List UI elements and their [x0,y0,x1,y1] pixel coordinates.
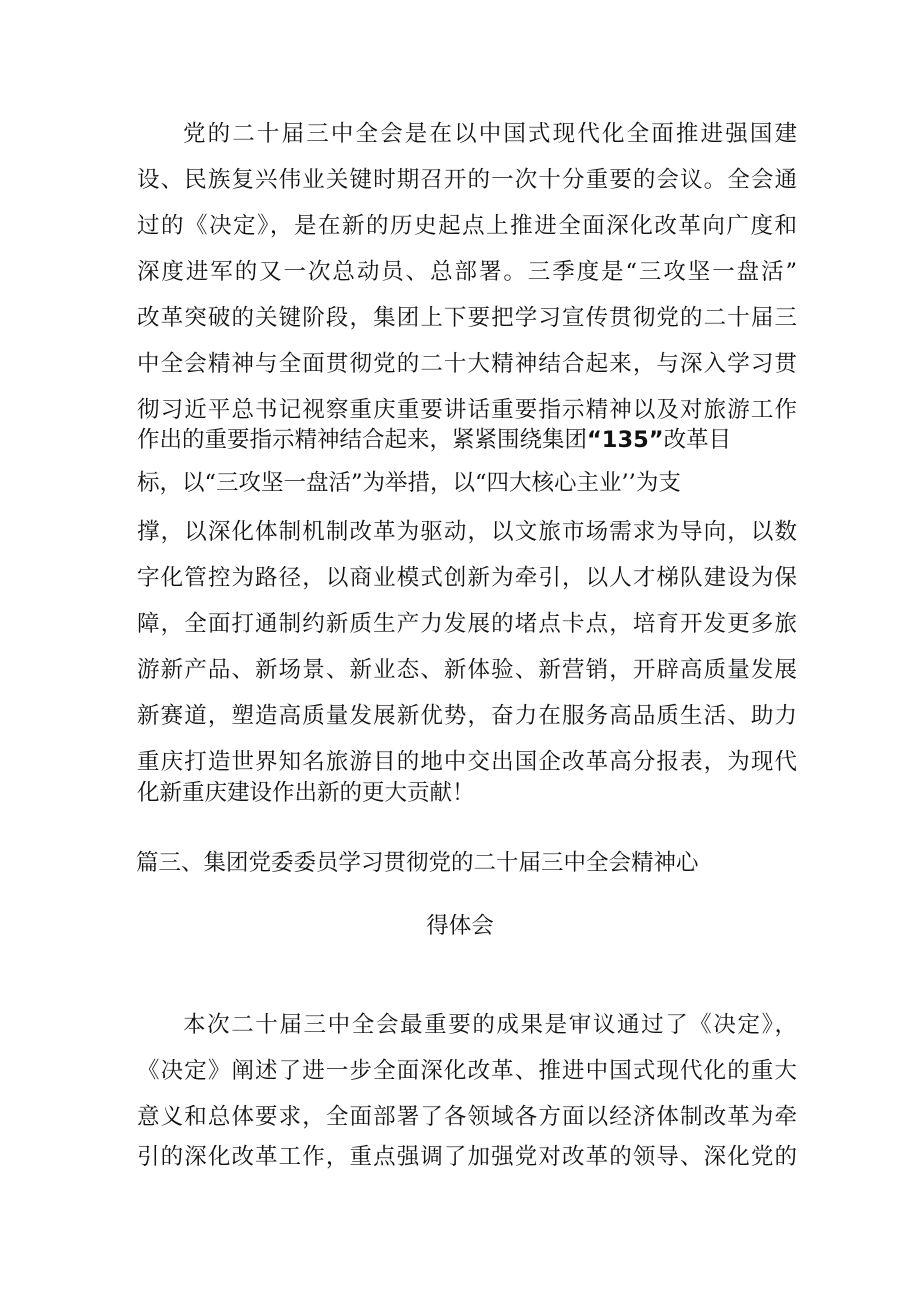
paragraph-line: 设、民族复兴伟业关键时期召开的一次十分重要的会议。全会通 [137,167,797,193]
paragraph-line: 撑，以深化体制机制改革为驱动，以文旅市场需求为导向，以数 [137,519,797,545]
paragraph-line: 党的二十届三中全会是在以中国式现代化全面推进强国建 [183,121,797,147]
paragraph-line: 深度进军的又一次总动员、总部署。三季度是“三攻坚一盘活” [137,259,797,285]
section-heading-continued: 得体会 [426,913,494,939]
line-text: 改革目 [663,427,732,453]
paragraph-line: 化新重庆建设作出新的更大贡献！ [137,780,475,806]
paragraph-line [137,418,797,462]
line-text: 作出的重要指示精神结合起来，紧紧围绕集团 [137,427,588,453]
paragraph-line: 障，全面打通制约新质生产力发展的堵点卡点，培育开发更多旅 [137,611,797,637]
paragraph-line: 意义和总体要求，全面部署了各领域各方面以经济体制改革为牵 [137,1104,797,1130]
paragraph-line: 字化管控为路径，以商业模式创新为牵引，以人才梯队建设为保 [137,565,797,591]
paragraph-line: 标，以“三攻坚一盘活”为举措，以“四大核心主业’’为支 [137,470,681,496]
highlight-number: “135” [587,427,664,453]
paragraph-line: 引的深化改革工作，重点强调了加强党对改革的领导、深化党的 [137,1144,797,1170]
section-heading: 篇三、集团党委委员学习贯彻党的二十届三中全会精神心 [136,850,699,876]
paragraph-line: 彻习近平总书记视察重庆重要讲话重要指示精神以及对旅游工作 [137,397,797,423]
paragraph-line: 改革突破的关键阶段，集团上下要把学习宣传贯彻党的二十届三 [137,305,797,331]
paragraph-line: 重庆打造世界知名旅游目的地中交出国企改革高分报表，为现代 [137,749,797,775]
paragraph-line: 中全会精神与全面贯彻党的二十大精神结合起来，与深入学习贯 [137,351,797,377]
paragraph-line: 本次二十届三中全会最重要的成果是审议通过了《决定》， [183,1012,797,1038]
paragraph-line: 《决定》阐述了进一步全面深化改革、推进中国式现代化的重大 [137,1058,797,1084]
paragraph-line: 游新产品、新场景、新业态、新体验、新营销，开辟高质量发展 [137,657,797,683]
paragraph-line: 新赛道，塑造高质量发展新优势，奋力在服务高品质生活、助力 [137,703,797,729]
paragraph-line: 过的《决定》，是在新的历史起点上推进全面深化改革向广度和 [137,213,797,239]
